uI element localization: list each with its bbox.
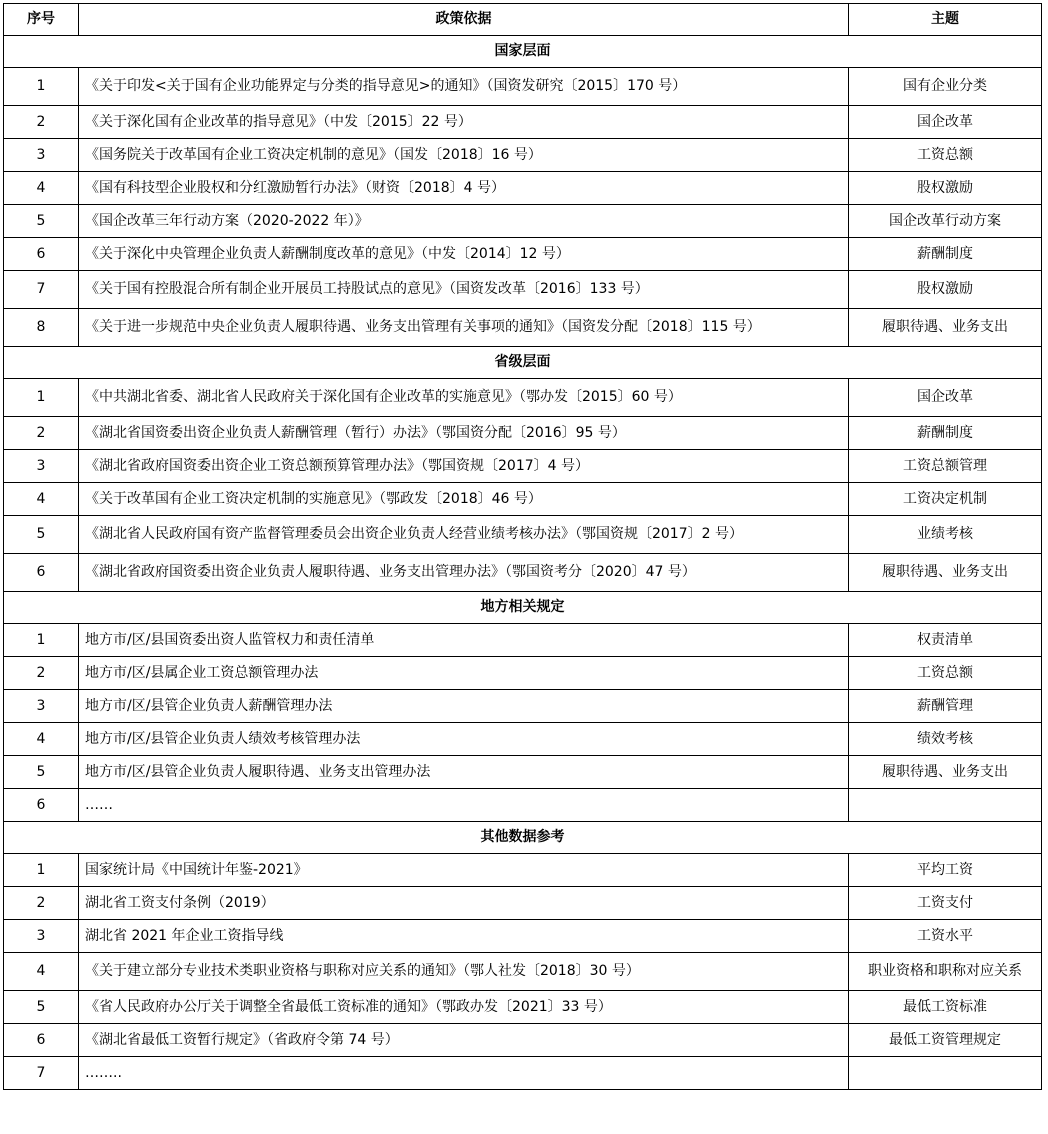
row-number: 4 — [4, 172, 79, 205]
row-number: 3 — [4, 690, 79, 723]
policy-cell: 地方市/区/县属企业工资总额管理办法 — [79, 657, 849, 690]
topic-cell: 国企改革行动方案 — [849, 205, 1042, 238]
row-number: 1 — [4, 624, 79, 657]
table-row — [4, 1057, 1042, 1090]
policy-cell: 《国务院关于改革国有企业工资决定机制的意见》（国发〔2018〕16 号） — [79, 139, 849, 172]
topic-cell: 最低工资管理规定 — [849, 1024, 1042, 1057]
row-number: 3 — [4, 139, 79, 172]
table-row — [4, 172, 1042, 205]
policy-cell: 地方市/区/县管企业负责人薪酬管理办法 — [79, 690, 849, 723]
section-row — [4, 347, 1042, 379]
row-number: 3 — [4, 920, 79, 953]
section-title: 省级层面 — [4, 347, 1042, 379]
table-row — [4, 238, 1042, 271]
topic-cell: 工资总额 — [849, 657, 1042, 690]
row-number: 1 — [4, 68, 79, 106]
policy-cell: 《国企改革三年行动方案（2020-2022 年）》 — [79, 205, 849, 238]
row-number: 2 — [4, 417, 79, 450]
table-body — [4, 36, 1042, 1090]
table-row — [4, 106, 1042, 139]
topic-cell: 平均工资 — [849, 854, 1042, 887]
policy-table — [3, 3, 1042, 1090]
topic-cell — [849, 789, 1042, 822]
table-row — [4, 516, 1042, 554]
row-number: 1 — [4, 379, 79, 417]
topic-cell: 最低工资标准 — [849, 991, 1042, 1024]
section-title: 国家层面 — [4, 36, 1042, 68]
row-number: 2 — [4, 887, 79, 920]
table-row — [4, 417, 1042, 450]
policy-cell: 《湖北省最低工资暂行规定》（省政府令第 74 号） — [79, 1024, 849, 1057]
table-row — [4, 887, 1042, 920]
policy-cell: 《湖北省政府国资委出资企业负责人履职待遇、业务支出管理办法》（鄂国资考分〔2020〕47 号） — [79, 554, 849, 592]
table-row — [4, 991, 1042, 1024]
policy-cell: 《关于印发<关于国有企业功能界定与分类的指导意见>的通知》（国资发研究〔2015〕170 号） — [79, 68, 849, 106]
topic-cell: 权责清单 — [849, 624, 1042, 657]
row-number: 2 — [4, 106, 79, 139]
table-row — [4, 920, 1042, 953]
policy-cell: 《湖北省人民政府国有资产监督管理委员会出资企业负责人经营业绩考核办法》（鄂国资规〔2017〕2 号） — [79, 516, 849, 554]
section-title: 地方相关规定 — [4, 592, 1042, 624]
topic-cell: 绩效考核 — [849, 723, 1042, 756]
policy-cell: 《省人民政府办公厅关于调整全省最低工资标准的通知》（鄂政办发〔2021〕33 号） — [79, 991, 849, 1024]
policy-cell: 《中共湖北省委、湖北省人民政府关于深化国有企业改革的实施意见》（鄂办发〔2015〕60 号） — [79, 379, 849, 417]
row-number: 4 — [4, 483, 79, 516]
row-number: 6 — [4, 1024, 79, 1057]
section-title: 其他数据参考 — [4, 822, 1042, 854]
policy-cell: 国家统计局《中国统计年鉴-2021》 — [79, 854, 849, 887]
topic-cell: 工资支付 — [849, 887, 1042, 920]
topic-cell: 国有企业分类 — [849, 68, 1042, 106]
row-number: 3 — [4, 450, 79, 483]
policy-cell: 《湖北省国资委出资企业负责人薪酬管理（暂行）办法》（鄂国资分配〔2016〕95 号） — [79, 417, 849, 450]
table-row — [4, 205, 1042, 238]
topic-cell: 工资决定机制 — [849, 483, 1042, 516]
topic-cell: 职业资格和职称对应关系 — [849, 953, 1042, 991]
table-row — [4, 690, 1042, 723]
row-number: 5 — [4, 991, 79, 1024]
topic-cell: 薪酬制度 — [849, 417, 1042, 450]
section-row — [4, 592, 1042, 624]
table-row — [4, 624, 1042, 657]
topic-cell: 工资水平 — [849, 920, 1042, 953]
topic-cell: 股权激励 — [849, 172, 1042, 205]
table-row — [4, 271, 1042, 309]
topic-cell — [849, 1057, 1042, 1090]
row-number: 6 — [4, 789, 79, 822]
topic-cell: 工资总额管理 — [849, 450, 1042, 483]
table-row — [4, 953, 1042, 991]
topic-cell: 工资总额 — [849, 139, 1042, 172]
row-number: 6 — [4, 238, 79, 271]
row-number: 7 — [4, 1057, 79, 1090]
policy-cell: 地方市/区/县管企业负责人绩效考核管理办法 — [79, 723, 849, 756]
row-number: 4 — [4, 953, 79, 991]
row-number: 4 — [4, 723, 79, 756]
topic-cell: 履职待遇、业务支出 — [849, 309, 1042, 347]
header-row — [4, 4, 1042, 36]
topic-cell: 业绩考核 — [849, 516, 1042, 554]
section-row — [4, 36, 1042, 68]
policy-cell: 湖北省工资支付条例（2019） — [79, 887, 849, 920]
policy-cell: 《关于改革国有企业工资决定机制的实施意见》（鄂政发〔2018〕46 号） — [79, 483, 849, 516]
policy-cell: 地方市/区/县国资委出资人监管权力和责任清单 — [79, 624, 849, 657]
policy-cell: 《关于深化国有企业改革的指导意见》（中发〔2015〕22 号） — [79, 106, 849, 139]
table-row — [4, 139, 1042, 172]
table-row — [4, 1024, 1042, 1057]
topic-cell: 履职待遇、业务支出 — [849, 554, 1042, 592]
topic-cell: 国企改革 — [849, 106, 1042, 139]
row-number: 5 — [4, 516, 79, 554]
policy-cell: 湖北省 2021 年企业工资指导线 — [79, 920, 849, 953]
header-topic: 主题 — [849, 4, 1042, 36]
table-row — [4, 483, 1042, 516]
table-row — [4, 756, 1042, 789]
topic-cell: 薪酬管理 — [849, 690, 1042, 723]
table-row — [4, 854, 1042, 887]
row-number: 1 — [4, 854, 79, 887]
row-number: 8 — [4, 309, 79, 347]
row-number: 6 — [4, 554, 79, 592]
policy-cell: …….. — [79, 1057, 849, 1090]
header-num: 序号 — [4, 4, 79, 36]
table-row — [4, 554, 1042, 592]
section-row — [4, 822, 1042, 854]
row-number: 7 — [4, 271, 79, 309]
policy-cell: 《关于进一步规范中央企业负责人履职待遇、业务支出管理有关事项的通知》（国资发分配〔2018〕115 号） — [79, 309, 849, 347]
policy-cell: 《湖北省政府国资委出资企业工资总额预算管理办法》（鄂国资规〔2017〕4 号） — [79, 450, 849, 483]
table-row — [4, 309, 1042, 347]
policy-cell: 地方市/区/县管企业负责人履职待遇、业务支出管理办法 — [79, 756, 849, 789]
policy-cell: 《关于建立部分专业技术类职业资格与职称对应关系的通知》（鄂人社发〔2018〕30 号） — [79, 953, 849, 991]
table-row — [4, 68, 1042, 106]
topic-cell: 股权激励 — [849, 271, 1042, 309]
table-row — [4, 723, 1042, 756]
topic-cell: 履职待遇、业务支出 — [849, 756, 1042, 789]
table-row — [4, 379, 1042, 417]
policy-cell: 《关于深化中央管理企业负责人薪酬制度改革的意见》（中发〔2014〕12 号） — [79, 238, 849, 271]
table-row — [4, 789, 1042, 822]
table-row — [4, 450, 1042, 483]
table-row — [4, 657, 1042, 690]
row-number: 2 — [4, 657, 79, 690]
topic-cell: 薪酬制度 — [849, 238, 1042, 271]
topic-cell: 国企改革 — [849, 379, 1042, 417]
row-number: 5 — [4, 205, 79, 238]
policy-cell: 《关于国有控股混合所有制企业开展员工持股试点的意见》（国资发改革〔2016〕133 号） — [79, 271, 849, 309]
policy-cell: …… — [79, 789, 849, 822]
policy-cell: 《国有科技型企业股权和分红激励暂行办法》（财资〔2018〕4 号） — [79, 172, 849, 205]
row-number: 5 — [4, 756, 79, 789]
header-policy: 政策依据 — [79, 4, 849, 36]
